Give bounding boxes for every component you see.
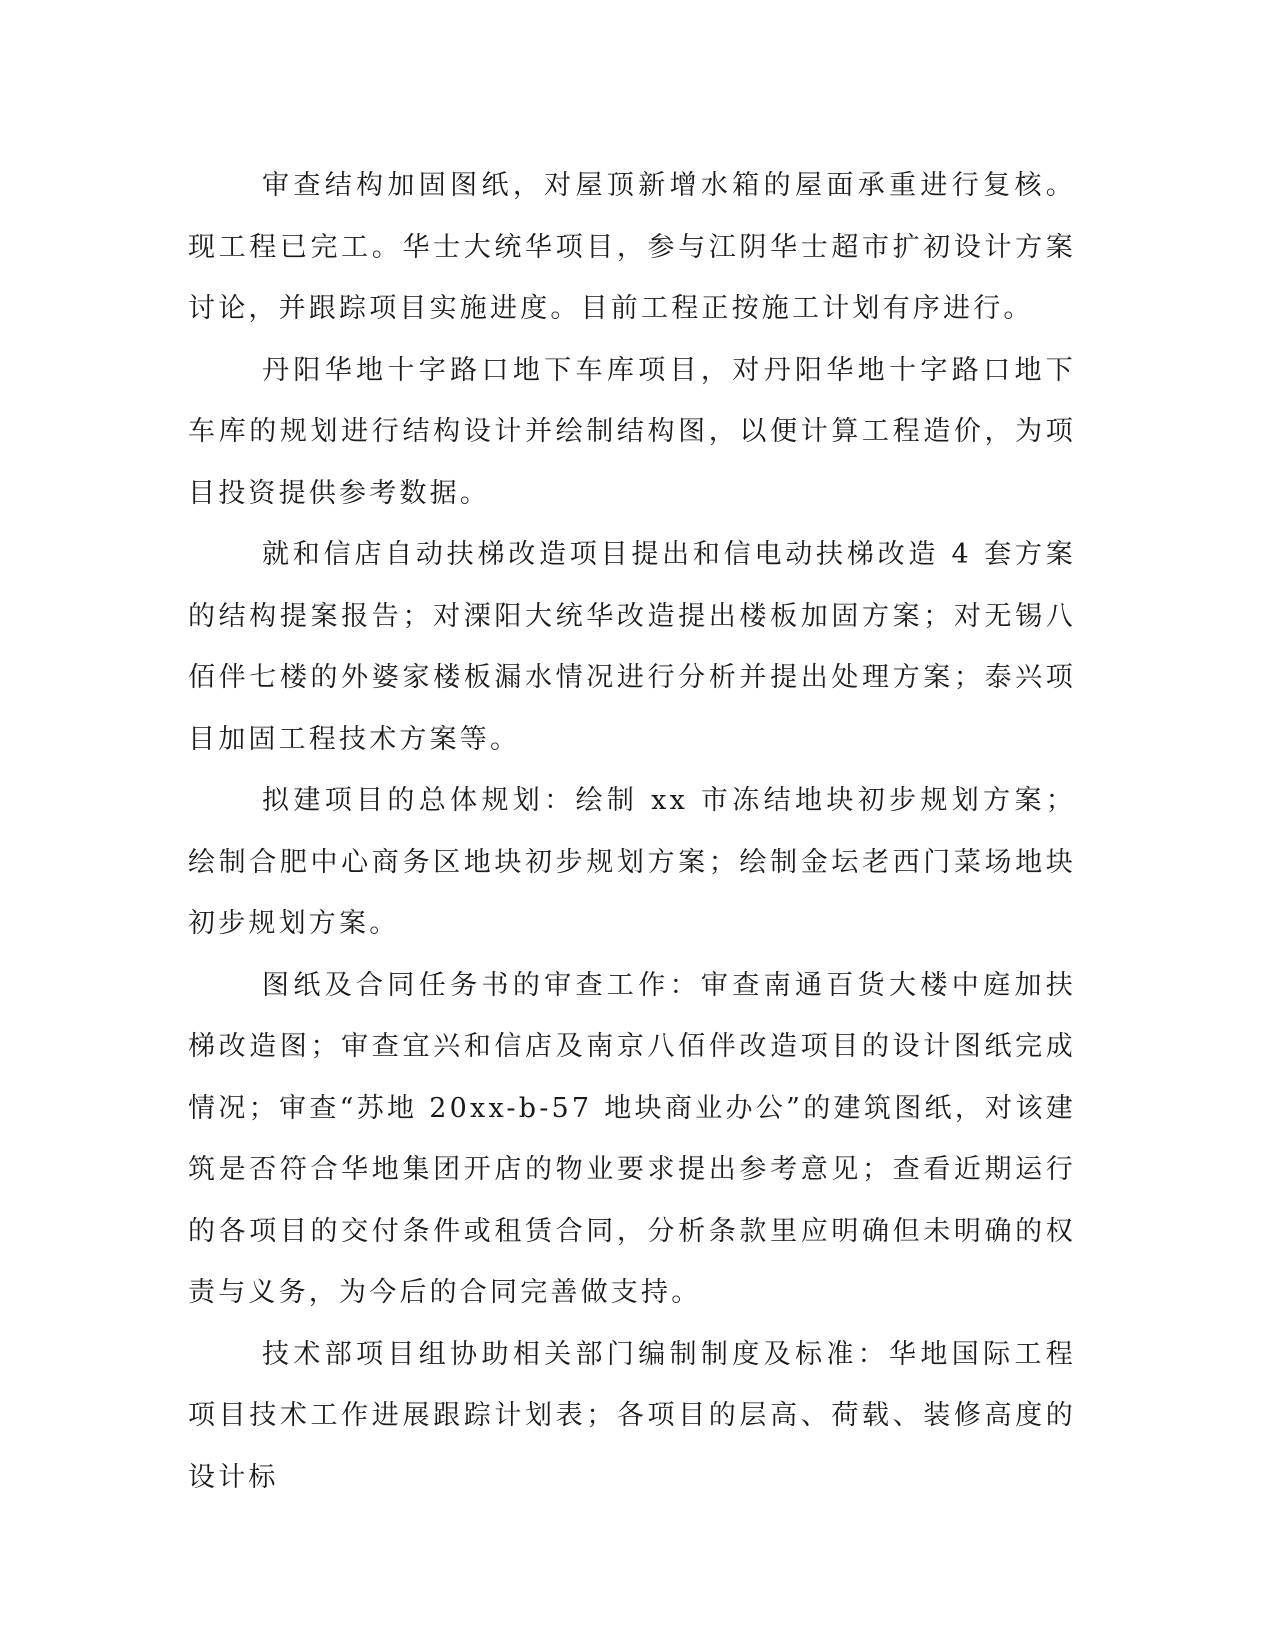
paragraph: 拟建项目的总体规划：绘制 xx 市冻结地块初步规划方案；绘制合肥中心商务区地块初步规划方案；绘制金坛老西门菜场地块初步规划方案。 — [188, 785, 1076, 939]
paragraph: 图纸及合同任务书的审查工作：审查南通百货大楼中庭加扶梯改造图；审查宜兴和信店及南京八佰伴改造项目的设计图纸完成情况；审查“苏地 20xx-b-57 地块商业办公”的建筑图纸，对该建筑是否符合华地集团开店的物业要求提出参考意见；查看近期运行的各项目的交付条件或租赁合同，分析条款里应明确但未明确的权责与义务，为今后的合同完善做支持。 — [188, 969, 1076, 1308]
paragraph: 丹阳华地十字路口地下车库项目，对丹阳华地十字路口地下车库的规划进行结构设计并绘制结构图，以便计算工程造价，为项目投资提供参考数据。 — [188, 354, 1076, 509]
paragraph: 审查结构加固图纸，对屋顶新增水箱的屋面承重进行复核。现工程已完工。华士大统华项目，参与江阴华士超市扩初设计方案讨论，并跟踪项目实施进度。目前工程正按施工计划有序进行。 — [188, 170, 1076, 324]
paragraph: 技术部项目组协助相关部门编制制度及标准：华地国际工程项目技术工作进展跟踪计划表；各项目的层高、荷载、装修高度的设计标 — [188, 1338, 1076, 1493]
paragraph: 就和信店自动扶梯改造项目提出和信电动扶梯改造 4 套方案的结构提案报告；对溧阳大统华改造提出楼板加固方案；对无锡八佰伴七楼的外婆家楼板漏水情况进行分析并提出处理方案；泰兴项目加固工程技术方案等。 — [188, 539, 1076, 755]
document-body — [188, 155, 1076, 1508]
